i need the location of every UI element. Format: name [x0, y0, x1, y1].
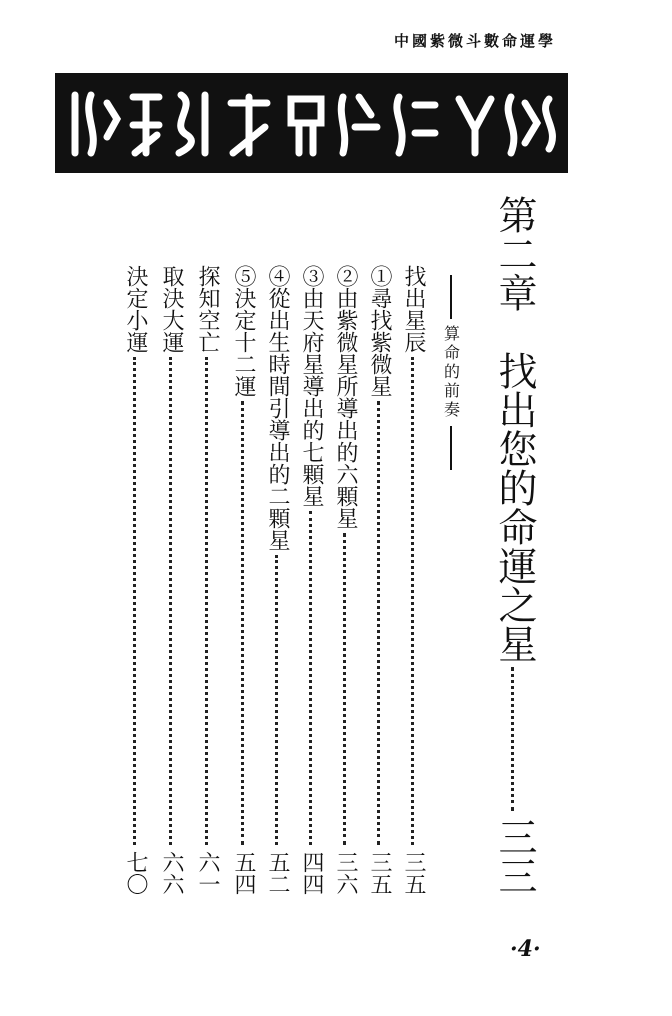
dot-leader — [411, 357, 428, 845]
page-number: ·4· — [510, 936, 541, 962]
toc-entry-page: 六六 — [159, 851, 184, 895]
toc-entry-label: 找出星辰 — [401, 265, 426, 353]
toc-entry-page: 三六 — [333, 851, 358, 895]
toc-entry — [156, 265, 186, 895]
toc-entry — [296, 265, 326, 895]
dot-leader — [377, 401, 394, 845]
dot-leader — [343, 533, 360, 845]
chapter-entry — [490, 195, 538, 895]
toc-entry — [192, 265, 222, 895]
subtitle-dash-bottom — [450, 426, 462, 470]
toc-entry — [120, 265, 150, 895]
toc-entry-label: 取決大運 — [159, 265, 184, 353]
toc-entry-page: 六一 — [195, 851, 220, 895]
chapter-page-number: 三三 — [492, 817, 537, 895]
toc-entry-label: ②由紫微星所導出的六顆星 — [333, 265, 358, 529]
toc-entry — [262, 265, 292, 895]
subtitle-dash-top — [450, 275, 462, 319]
toc-entry-page: 三五 — [367, 851, 392, 895]
toc-entry-page: 五二 — [265, 851, 290, 895]
toc-entry-label: ④從出生時間引導出的二顆星 — [265, 265, 290, 551]
chapter-subtitle — [440, 275, 462, 470]
toc-entry-label: 決定小運 — [123, 265, 148, 353]
toc-entry-label: ①尋找紫微星 — [367, 265, 392, 397]
dot-leader — [511, 667, 538, 811]
toc-entry-label: 探知空亡 — [195, 265, 220, 353]
decorative-title-banner — [55, 73, 568, 173]
subtitle-text: 算命的前奏 — [441, 325, 461, 420]
toc-entry-page: 五四 — [231, 851, 256, 895]
dot-leader — [275, 555, 292, 845]
seal-script-ornament — [55, 73, 568, 173]
toc-entry-label: ③由天府星導出的七顆星 — [299, 265, 324, 507]
toc-entry-page: 三五 — [401, 851, 426, 895]
toc-entry-page: 七〇 — [123, 851, 148, 895]
toc-entry-label: ⑤決定十二運 — [231, 265, 256, 397]
toc-entry — [398, 265, 428, 895]
dot-leader — [133, 357, 150, 845]
toc-entry-page: 四四 — [299, 851, 324, 895]
dot-leader — [241, 401, 258, 845]
toc-entry — [364, 265, 394, 895]
dot-leader — [169, 357, 186, 845]
dot-leader — [309, 511, 326, 845]
chapter-title: 第二章 找出您的命運之星 — [492, 195, 537, 663]
dot-leader — [205, 357, 222, 845]
running-head: 中國紫微斗數命運學 — [393, 32, 556, 50]
toc-entry — [330, 265, 360, 895]
toc-entry — [228, 265, 258, 895]
